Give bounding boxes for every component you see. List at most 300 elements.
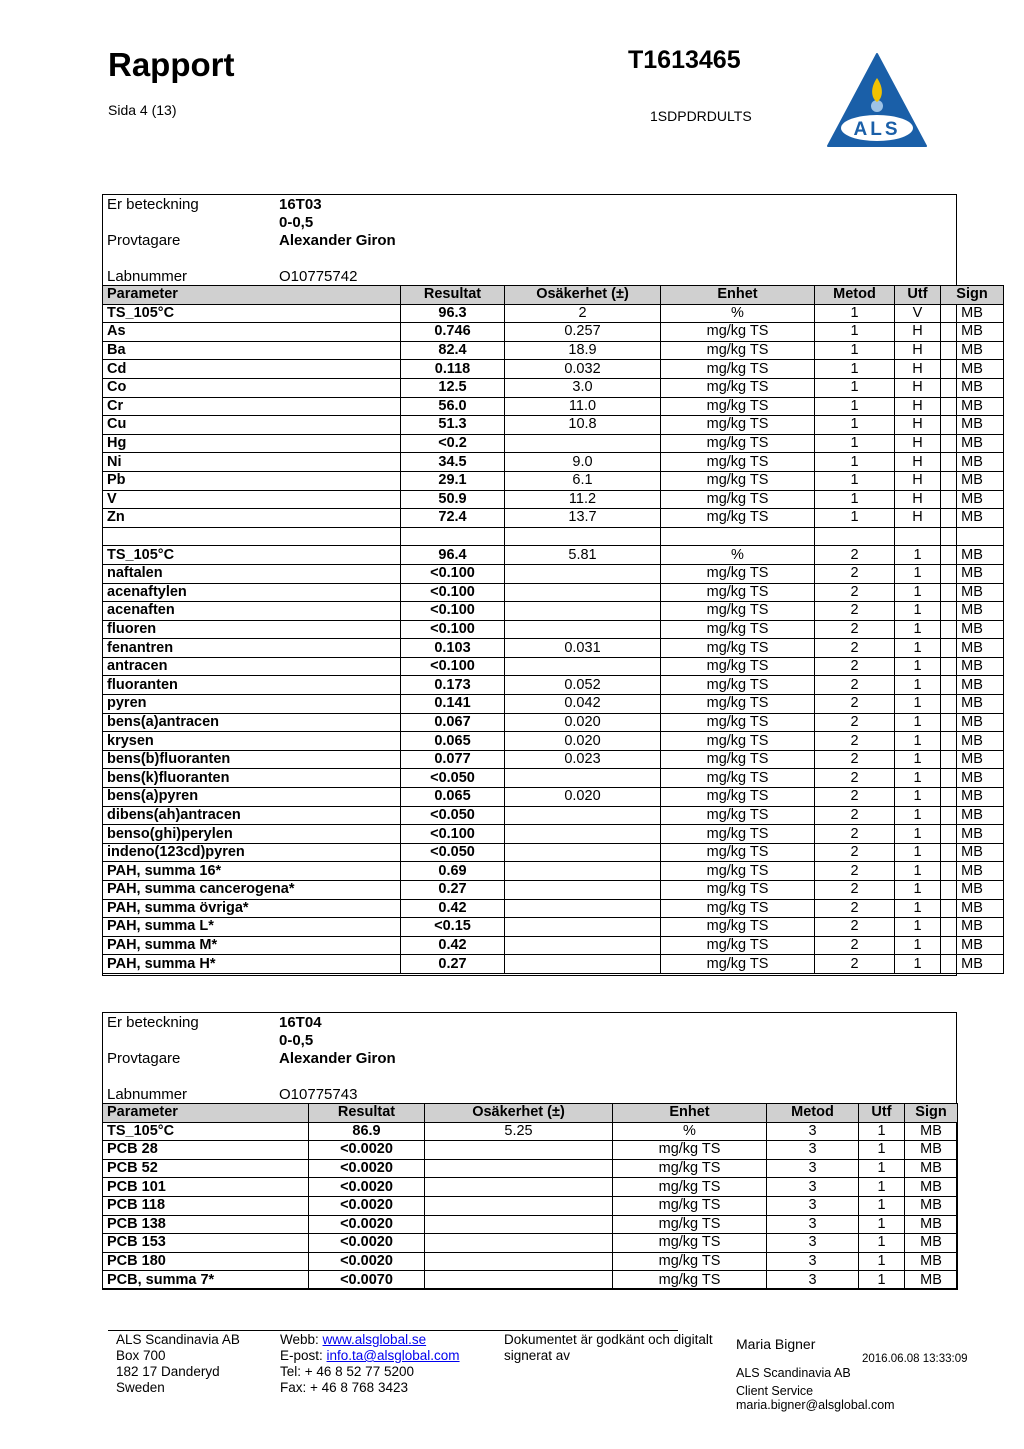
cell-utf: 1 [895,639,941,658]
column-header-osakerhet: Osäkerhet (±) [425,1104,613,1123]
cell-sign: MB [905,1271,958,1290]
cell-osakerhet: 0.020 [505,732,661,751]
cell-enhet: mg/kg TS [661,936,815,955]
cell-metod: 2 [815,843,895,862]
cell-utf: 1 [895,862,941,881]
cell-osakerhet: 18.9 [505,341,661,360]
cell-sign: MB [941,806,1004,825]
cell-utf: 1 [859,1234,905,1253]
cell-osakerhet: 0.031 [505,639,661,658]
document-id: T1613465 [628,46,741,74]
table-row [103,546,1004,565]
cell-enhet: mg/kg TS [613,1215,767,1234]
cell-utf: H [895,416,941,435]
cell-sign: MB [941,471,1004,490]
cell-osakerhet: 0.020 [505,713,661,732]
signer-company: ALS Scandinavia AB [736,1366,851,1380]
table-row [103,713,1004,732]
cell-utf: 1 [859,1122,905,1141]
cell-metod: 3 [767,1234,859,1253]
cell-sign: MB [941,434,1004,453]
table-row [103,360,1004,379]
cell-resultat: 0.27 [401,955,505,974]
table-header-row [103,1104,958,1123]
cell-sign: MB [941,397,1004,416]
cell-osakerhet: 3.0 [505,378,661,397]
cell-osakerhet [505,825,661,844]
cell-parameter: Cu [103,416,401,435]
cell-parameter: PCB 28 [103,1141,309,1160]
cell-metod: 1 [815,453,895,472]
cell-sign: MB [941,788,1004,807]
cell-utf: 1 [895,788,941,807]
cell-metod: 2 [815,602,895,621]
provtagare-label: Provtagare [107,232,181,249]
cell-parameter: PCB 101 [103,1178,309,1197]
cell-sign: MB [941,323,1004,342]
cell-enhet: mg/kg TS [661,899,815,918]
cell-enhet: mg/kg TS [661,620,815,639]
cell-utf: 1 [895,955,941,974]
cell-parameter [103,527,401,546]
cell-resultat: 0.065 [401,788,505,807]
cell-resultat: 82.4 [401,341,505,360]
cell-sign: MB [941,304,1004,323]
table-row [103,936,1004,955]
cell-osakerhet: 5.25 [425,1122,613,1141]
cell-utf: 1 [895,676,941,695]
cell-metod: 1 [815,360,895,379]
cell-utf: 1 [895,583,941,602]
cell-resultat: 86.9 [309,1122,425,1141]
cell-resultat: 29.1 [401,471,505,490]
cell-sign: MB [941,899,1004,918]
cell-utf: 1 [895,899,941,918]
cell-sign: MB [941,378,1004,397]
cell-enhet: mg/kg TS [613,1141,767,1160]
cell-enhet: mg/kg TS [661,378,815,397]
cell-utf: 1 [895,713,941,732]
cell-enhet: mg/kg TS [661,676,815,695]
labnummer-label: Labnummer [107,268,188,285]
column-header-sign: Sign [905,1104,958,1123]
table-row [103,918,1004,937]
cell-parameter: PCB, summa 7* [103,1271,309,1290]
cell-metod: 2 [815,806,895,825]
cell-resultat: <0.0020 [309,1252,425,1271]
cell-parameter: Cr [103,397,401,416]
cell-osakerhet [425,1196,613,1215]
cell-resultat: 0.065 [401,732,505,751]
cell-enhet: mg/kg TS [661,657,815,676]
column-header-enhet: Enhet [661,286,815,305]
table-row [103,471,1004,490]
cell-utf: 1 [895,695,941,714]
table-row [103,304,1004,323]
approval-line-1: Dokumentet är godkänt och digitalt [504,1332,713,1347]
approval-line-2: signerat av [504,1348,571,1363]
cell-osakerhet: 5.81 [505,546,661,565]
cell-osakerhet: 0.032 [505,360,661,379]
column-header-parameter: Parameter [103,1104,309,1123]
cell-sign: MB [941,769,1004,788]
table-row [103,788,1004,807]
cell-utf: 1 [895,825,941,844]
cell-metod: 2 [815,918,895,937]
table-row [103,806,1004,825]
cell-sign: MB [905,1159,958,1178]
cell-resultat: 50.9 [401,490,505,509]
cell-parameter: As [103,323,401,342]
cell-sign: MB [941,620,1004,639]
er-beteckning-label: Er beteckning [107,1014,199,1031]
provtagare-label: Provtagare [107,1050,181,1067]
cell-resultat: 34.5 [401,453,505,472]
column-header-osakerhet: Osäkerhet (±) [505,286,661,305]
cell-enhet: mg/kg TS [661,509,815,528]
cell-enhet: mg/kg TS [613,1234,767,1253]
sample-block-16T04 [102,1012,957,1289]
cell-metod: 2 [815,825,895,844]
cell-resultat: 0.27 [401,881,505,900]
cell-parameter: bens(b)fluoranten [103,750,401,769]
phone: Tel: + 46 8 52 77 5200 [280,1364,414,1379]
cell-sign: MB [905,1122,958,1141]
cell-metod: 2 [815,564,895,583]
table-row [103,434,1004,453]
cell-osakerhet [505,881,661,900]
cell-resultat: 96.4 [401,546,505,565]
cell-enhet: mg/kg TS [661,602,815,621]
table-row [103,657,1004,676]
cell-sign [941,527,1004,546]
cell-osakerhet [505,583,661,602]
cell-sign: MB [905,1234,958,1253]
cell-utf: H [895,434,941,453]
column-header-metod: Metod [767,1104,859,1123]
cell-parameter: TS_105°C [103,1122,309,1141]
cell-metod: 3 [767,1122,859,1141]
cell-sign: MB [941,676,1004,695]
cell-enhet: mg/kg TS [661,490,815,509]
cell-osakerhet [505,602,661,621]
table-header-row [103,286,1004,305]
cell-enhet: mg/kg TS [661,918,815,937]
cell-enhet: mg/kg TS [661,843,815,862]
cell-osakerhet [505,843,661,862]
cell-utf: 1 [895,546,941,565]
er-beteckning-depth: 0-0,5 [279,214,314,231]
cell-metod: 1 [815,434,895,453]
column-header-utf: Utf [859,1104,905,1123]
cell-utf: H [895,360,941,379]
cell-utf: 1 [895,732,941,751]
cell-metod: 3 [767,1252,859,1271]
email-label: E-post: [280,1348,327,1363]
cell-sign: MB [941,583,1004,602]
cell-metod: 2 [815,769,895,788]
cell-sign: MB [941,360,1004,379]
table-row [103,1141,958,1160]
cell-metod: 3 [767,1215,859,1234]
cell-enhet: mg/kg TS [661,341,815,360]
cell-utf: H [895,509,941,528]
cell-enhet: mg/kg TS [661,416,815,435]
er-beteckning-value: 16T04 [279,1014,322,1031]
cell-parameter: PCB 118 [103,1196,309,1215]
cell-enhet: mg/kg TS [661,713,815,732]
cell-parameter: acenaften [103,602,401,621]
cell-parameter: acenaftylen [103,583,401,602]
cell-resultat: 72.4 [401,509,505,528]
web-link[interactable]: www.alsglobal.se [322,1332,427,1347]
table-row [103,1252,958,1271]
cell-sign: MB [905,1252,958,1271]
cell-enhet [661,527,815,546]
cell-resultat [401,527,505,546]
table-row [103,1122,958,1141]
page-number: Sida 4 (13) [108,102,177,118]
table-row [103,509,1004,528]
cell-sign: MB [941,732,1004,751]
cell-sign: MB [941,657,1004,676]
cell-parameter: Hg [103,434,401,453]
table-row [103,899,1004,918]
cell-osakerhet: 0.052 [505,676,661,695]
cell-metod: 2 [815,936,895,955]
cell-parameter: PCB 180 [103,1252,309,1271]
cell-parameter: PAH, summa M* [103,936,401,955]
cell-metod: 2 [815,695,895,714]
cell-enhet: % [661,304,815,323]
cell-parameter: V [103,490,401,509]
cell-metod: 1 [815,416,895,435]
cell-resultat: <0.100 [401,602,505,621]
cell-enhet: mg/kg TS [661,564,815,583]
cell-utf: V [895,304,941,323]
cell-resultat: 51.3 [401,416,505,435]
cell-osakerhet [425,1141,613,1160]
cell-utf: 1 [859,1271,905,1290]
table-row [103,769,1004,788]
cell-utf: 1 [859,1159,905,1178]
cell-metod: 2 [815,676,895,695]
cell-resultat: <0.0020 [309,1159,425,1178]
cell-sign: MB [941,453,1004,472]
cell-resultat: <0.050 [401,843,505,862]
cell-osakerhet [505,806,661,825]
cell-parameter: PCB 153 [103,1234,309,1253]
cell-enhet: mg/kg TS [613,1271,767,1290]
cell-sign: MB [941,713,1004,732]
column-header-sign: Sign [941,286,1004,305]
footer-rule [108,1330,678,1331]
cell-enhet: mg/kg TS [661,881,815,900]
cell-enhet: mg/kg TS [661,323,815,342]
cell-utf: H [895,341,941,360]
cell-utf: H [895,397,941,416]
company-city: 182 17 Danderyd [116,1364,220,1379]
table-row [103,639,1004,658]
cell-utf: 1 [859,1196,905,1215]
cell-enhet: mg/kg TS [613,1196,767,1215]
fax: Fax: + 46 8 768 3423 [280,1380,408,1395]
signer-email: maria.bigner@alsglobal.com [736,1398,895,1412]
cell-osakerhet: 13.7 [505,509,661,528]
web-label: Webb: [280,1332,323,1347]
cell-utf: 1 [895,564,941,583]
cell-parameter: PAH, summa cancerogena* [103,881,401,900]
cell-metod: 2 [815,955,895,974]
cell-osakerhet: 10.8 [505,416,661,435]
cell-metod: 3 [767,1196,859,1215]
cell-metod: 2 [815,546,895,565]
cell-metod: 3 [767,1178,859,1197]
table-row [103,453,1004,472]
table-row [103,602,1004,621]
cell-utf: 1 [859,1178,905,1197]
cell-metod: 2 [815,732,895,751]
cell-sign: MB [941,825,1004,844]
cell-enhet: mg/kg TS [661,732,815,751]
cell-osakerhet [505,657,661,676]
cell-sign: MB [941,509,1004,528]
cell-parameter: benso(ghi)perylen [103,825,401,844]
cell-parameter: PAH, summa övriga* [103,899,401,918]
cell-osakerhet: 0.020 [505,788,661,807]
labnummer-value: O10775743 [279,1086,358,1103]
provtagare-value: Alexander Giron [279,1050,396,1067]
column-header-resultat: Resultat [309,1104,425,1123]
cell-resultat: <0.100 [401,583,505,602]
table-row [103,490,1004,509]
cell-parameter: PAH, summa H* [103,955,401,974]
sample-block-16T03 [102,194,988,976]
cell-osakerhet [505,862,661,881]
cell-resultat: <0.050 [401,769,505,788]
cell-osakerhet [505,918,661,937]
table-row [103,1159,958,1178]
table-row [103,378,1004,397]
cell-metod: 2 [815,899,895,918]
cell-sign: MB [941,955,1004,974]
cell-enhet: mg/kg TS [661,434,815,453]
cell-parameter: TS_105°C [103,304,401,323]
cell-resultat: <0.0020 [309,1141,425,1160]
cell-resultat: <0.0020 [309,1215,425,1234]
cell-resultat: <0.100 [401,825,505,844]
table-row [103,341,1004,360]
cell-sign: MB [941,416,1004,435]
table-row [103,732,1004,751]
cell-enhet: mg/kg TS [661,750,815,769]
cell-parameter: fluoranten [103,676,401,695]
cell-parameter: Co [103,378,401,397]
table-row [103,825,1004,844]
cell-osakerhet [505,899,661,918]
cell-osakerhet: 0.023 [505,750,661,769]
email-link[interactable]: info.ta@alsglobal.com [326,1348,460,1363]
cell-parameter: Zn [103,509,401,528]
cell-osakerhet [425,1234,613,1253]
column-header-metod: Metod [815,286,895,305]
cell-osakerhet [425,1159,613,1178]
cell-osakerhet: 0.257 [505,323,661,342]
table-row [103,620,1004,639]
cell-sign: MB [941,639,1004,658]
cell-resultat: <0.0020 [309,1196,425,1215]
er-beteckning-depth: 0-0,5 [279,1032,314,1049]
column-header-utf: Utf [895,286,941,305]
report-title: Rapport [108,46,235,83]
cell-resultat: 0.103 [401,639,505,658]
cell-resultat: <0.100 [401,564,505,583]
logo-text: ALS [853,119,901,140]
cell-enhet: mg/kg TS [661,695,815,714]
cell-sign: MB [941,843,1004,862]
cell-enhet: mg/kg TS [661,862,815,881]
cell-utf: H [895,471,941,490]
cell-osakerhet: 0.042 [505,695,661,714]
company-country: Sweden [116,1380,165,1395]
document-code: 1SDPDRDULTS [650,108,752,124]
table-row [103,1178,958,1197]
cell-parameter: PAH, summa 16* [103,862,401,881]
table-row [103,676,1004,695]
cell-resultat: 12.5 [401,378,505,397]
cell-utf: 1 [895,918,941,937]
cell-enhet: mg/kg TS [661,360,815,379]
cell-resultat: 96.3 [401,304,505,323]
cell-enhet: mg/kg TS [661,639,815,658]
cell-utf: H [895,378,941,397]
cell-utf: 1 [895,806,941,825]
cell-resultat: 0.173 [401,676,505,695]
cell-sign: MB [905,1196,958,1215]
cell-sign: MB [941,490,1004,509]
cell-osakerhet [425,1215,613,1234]
cell-sign: MB [941,546,1004,565]
cell-utf: 1 [859,1141,905,1160]
provtagare-value: Alexander Giron [279,232,396,249]
cell-metod: 2 [815,750,895,769]
cell-parameter: PCB 138 [103,1215,309,1234]
cell-metod: 2 [815,639,895,658]
cell-osakerhet [505,955,661,974]
table-row [103,1196,958,1215]
results-table [102,1103,958,1290]
table-row [103,1215,958,1234]
cell-parameter: PAH, summa L* [103,918,401,937]
cell-parameter: Ni [103,453,401,472]
cell-utf: 1 [895,769,941,788]
cell-sign: MB [941,918,1004,937]
cell-sign: MB [905,1178,958,1197]
cell-metod: 1 [815,397,895,416]
cell-parameter: bens(k)fluoranten [103,769,401,788]
cell-sign: MB [905,1141,958,1160]
table-row [103,1271,958,1290]
table-row [103,862,1004,881]
cell-sign: MB [941,862,1004,881]
cell-utf: 1 [895,881,941,900]
cell-sign: MB [941,602,1004,621]
cell-enhet: mg/kg TS [661,397,815,416]
table-row [103,695,1004,714]
cell-resultat: 0.42 [401,899,505,918]
cell-utf: H [895,453,941,472]
cell-resultat: <0.100 [401,620,505,639]
